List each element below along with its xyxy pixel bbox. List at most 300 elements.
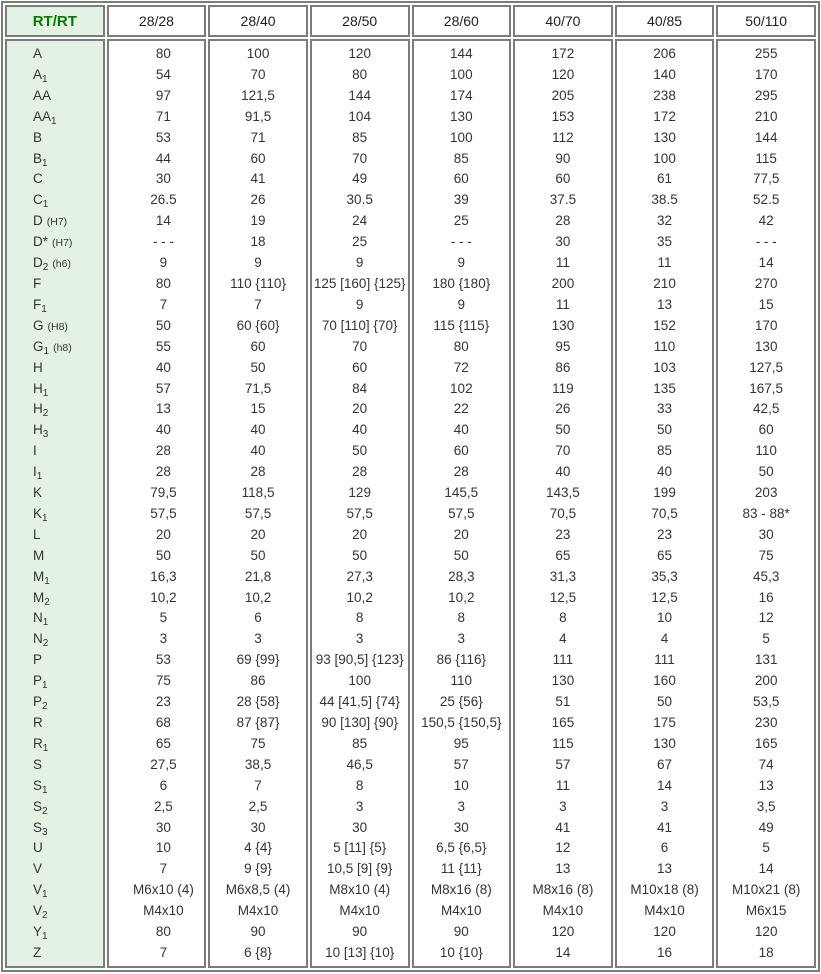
- cell-value: 11: [555, 777, 570, 793]
- row-label-subscript: 2: [42, 638, 49, 650]
- cell-value: 13: [155, 401, 171, 417]
- cell-value: 65: [555, 547, 571, 563]
- cell-value: 53,5: [753, 694, 780, 710]
- cell-value: 20: [250, 526, 266, 542]
- cell-value: 12: [758, 610, 774, 626]
- cell-value: 20: [352, 526, 368, 542]
- cell-value: 120: [551, 924, 575, 940]
- cell-value: 60: [352, 359, 368, 375]
- row-label: $A_1$: [33, 66, 48, 85]
- cell-value: 30: [155, 819, 171, 835]
- cell-value: 57,5: [346, 505, 373, 521]
- row-label: $H_1$: [33, 380, 49, 399]
- cell-value: 53: [155, 652, 171, 668]
- cell-value: 91,5: [244, 108, 272, 124]
- row-label: $R_1$: [33, 735, 49, 754]
- cell-value: 11 {11}: [440, 861, 482, 877]
- cell-value: 40: [250, 422, 266, 438]
- column-header-40-85: 40/85: [615, 5, 715, 37]
- cell-value: 52.5: [753, 192, 780, 208]
- row-label: $M_2$: [33, 589, 50, 608]
- row-label: $G_1$ (h8): [33, 338, 72, 357]
- body-row: [5, 39, 816, 968]
- row-label: $C_1$: [33, 192, 49, 211]
- cell-value: 60: [250, 150, 266, 166]
- cell-value: 86 {116}: [436, 652, 486, 668]
- cell-value: 200: [754, 673, 778, 689]
- cell-value: 5: [762, 840, 770, 856]
- cell-value: 71,5: [244, 380, 272, 396]
- cell-value: 80: [453, 338, 469, 354]
- cell-value: 30: [352, 819, 368, 835]
- row-label-subscript: 1: [36, 471, 43, 483]
- cell-value: 170: [754, 317, 778, 333]
- row-label-subscript: 3: [42, 429, 49, 441]
- cell-value: 2,5: [154, 798, 173, 814]
- cell-value: 112: [552, 129, 574, 145]
- column-header-50-110: 50/110: [716, 5, 816, 37]
- cell-value: 38,5: [244, 756, 272, 772]
- cell-value: 28,3: [448, 568, 475, 584]
- row-label: $M_1$: [33, 568, 50, 587]
- cell-value: 9 {9}: [244, 861, 272, 877]
- row-label-subscript: 3: [42, 826, 48, 838]
- row-label-subscript: 1: [42, 742, 49, 754]
- cell-value: 10: [453, 777, 469, 793]
- row-label-subscript: 1: [41, 303, 47, 315]
- cell-value: 28: [155, 443, 171, 459]
- cell-value: 8: [559, 610, 567, 626]
- cell-value: 6: [254, 610, 262, 626]
- cell-value: 80: [352, 66, 368, 82]
- cell-value: M6x8,5 (4): [225, 882, 291, 898]
- cell-value: 9: [159, 255, 168, 271]
- cell-value: 165: [754, 735, 778, 751]
- row-label-subscript: 1: [43, 345, 50, 357]
- cell-value: 40: [155, 422, 171, 438]
- cell-value: 143,5: [546, 485, 580, 501]
- cell-value: 165: [551, 715, 575, 730]
- row-label: $D_2$ (h6): [33, 255, 71, 274]
- column-header-40-70: 40/70: [513, 5, 613, 37]
- cell-value: 20: [155, 526, 171, 542]
- cell-value: 70: [352, 150, 368, 166]
- row-label: I: [33, 443, 37, 459]
- row-label-subscript: 1: [42, 680, 48, 692]
- cell-value: 75: [155, 673, 171, 689]
- cell-value: 111: [552, 652, 574, 668]
- cell-value: 135: [653, 380, 676, 396]
- cell-value: 110: [450, 673, 473, 689]
- cell-value: 44 [41,5] {74}: [319, 694, 400, 710]
- cell-value: 10 {10}: [439, 944, 483, 960]
- cell-value: - - -: [450, 234, 472, 250]
- cell-value: 10,2: [150, 589, 177, 605]
- cell-value: 130: [450, 108, 473, 124]
- cell-value: 71: [250, 129, 266, 145]
- cell-value: 102: [450, 380, 473, 396]
- cell-value: 119: [552, 380, 574, 396]
- cell-value: 83 - 88*: [742, 505, 790, 521]
- cell-value: 30: [758, 526, 774, 542]
- cell-value: 28: [453, 464, 469, 480]
- cell-value: 72: [453, 359, 469, 375]
- cell-value: M8x16 (8): [430, 882, 492, 898]
- row-label-subscript: 1: [42, 73, 48, 85]
- header-row: [5, 5, 816, 37]
- row-label: L: [33, 526, 41, 542]
- cell-value: 9: [254, 255, 262, 271]
- row-label: F: [33, 275, 42, 291]
- cell-value: 85: [352, 129, 368, 145]
- cell-value: 110: [755, 443, 777, 459]
- cell-value: 115 {115}: [433, 317, 490, 333]
- cell-value: 50: [250, 547, 266, 563]
- cell-value: 14: [657, 777, 673, 793]
- cell-value: 210: [754, 108, 778, 124]
- cell-value: 40: [657, 464, 673, 480]
- row-label: $N_2$: [33, 631, 49, 650]
- cell-value: 129: [348, 485, 371, 501]
- cell-value: 40: [555, 464, 571, 480]
- row-label-tolerance-note: (H7): [46, 216, 68, 229]
- cell-value: 175: [653, 715, 676, 730]
- cell-value: 90: [250, 924, 266, 940]
- cell-value: 9: [355, 296, 364, 312]
- cell-value: M4x10: [644, 903, 685, 919]
- cell-value: 130: [653, 735, 676, 751]
- row-label-subscript: 1: [42, 931, 48, 943]
- cell-value: 70: [352, 338, 368, 354]
- cell-value: 170: [754, 66, 778, 82]
- cell-value: 26: [250, 192, 266, 208]
- cell-value: 130: [551, 673, 575, 689]
- cell-value: 13: [657, 296, 673, 312]
- row-label: $I_1$: [33, 464, 43, 483]
- cell-value: 7: [159, 296, 168, 312]
- row-label: $Y_1$: [33, 924, 48, 943]
- cell-value: 57,5: [244, 505, 272, 521]
- cell-value: 77,5: [753, 171, 780, 187]
- cell-value: 15: [758, 296, 774, 312]
- cell-value: 24: [352, 213, 368, 229]
- cell-value: 54: [155, 66, 171, 82]
- cell-value: 16: [657, 944, 673, 960]
- cell-value: 270: [754, 275, 778, 291]
- cell-value: 11: [657, 255, 672, 271]
- row-label: $H_2$: [33, 401, 49, 420]
- cell-value: 127,5: [749, 359, 784, 375]
- cell-value: 74: [758, 756, 774, 772]
- cell-value: 5: [762, 631, 770, 647]
- cell-value: 3: [254, 631, 262, 647]
- cell-value: 50: [250, 359, 266, 375]
- row-label-subscript: 1: [42, 889, 48, 901]
- cell-value: 90: [352, 924, 368, 940]
- cell-value: 18: [250, 234, 266, 250]
- cell-value: 14: [758, 861, 774, 877]
- cell-value: 115: [552, 735, 574, 751]
- cell-value: 144: [348, 87, 371, 103]
- cell-value: 26: [555, 401, 571, 417]
- cell-value: 26.5: [150, 192, 177, 208]
- cell-value: 85: [352, 735, 368, 751]
- cell-value: 167,5: [749, 380, 784, 396]
- cell-value: - - -: [152, 234, 174, 250]
- cell-value: 295: [754, 87, 778, 103]
- row-label: M: [33, 547, 45, 563]
- cell-value: 7: [254, 777, 262, 793]
- cell-value: 140: [653, 66, 676, 82]
- cell-value: 85: [453, 150, 469, 166]
- cell-value: 32: [657, 213, 673, 229]
- cell-value: 144: [754, 129, 778, 145]
- cell-value: 60 {60}: [236, 317, 280, 333]
- cell-value: 67: [657, 756, 673, 772]
- cell-value: 200: [551, 275, 575, 291]
- cell-value: 68: [155, 715, 171, 730]
- row-label: $S_2$: [33, 798, 48, 817]
- cell-value: 28: [155, 464, 171, 480]
- cell-value: 95: [453, 735, 469, 751]
- cell-value: 8: [355, 610, 364, 626]
- cell-value: 61: [657, 171, 673, 187]
- cell-value: 60: [555, 171, 571, 187]
- cell-value: 174: [450, 87, 473, 103]
- cell-value: 28: [250, 464, 266, 480]
- cell-value: 172: [653, 108, 676, 124]
- cell-value: 150,5 {150,5}: [421, 715, 502, 730]
- row-label: U: [33, 840, 43, 856]
- cell-value: 3: [457, 798, 466, 814]
- cell-value: 85: [657, 443, 673, 459]
- cell-value: 10,5 [9] {9}: [327, 861, 393, 877]
- cell-value: 90: [453, 924, 469, 940]
- cell-value: 35: [657, 234, 673, 250]
- cell-value: 86: [555, 359, 571, 375]
- cell-value: 41: [657, 819, 673, 835]
- cell-value: 20: [453, 526, 469, 542]
- cell-value: 100: [348, 673, 371, 689]
- cell-value: 210: [653, 275, 676, 291]
- cell-value: 50: [155, 317, 171, 333]
- row-label: $K_1$: [33, 505, 48, 524]
- cell-value: 40: [453, 422, 469, 438]
- cell-value: 41: [555, 819, 571, 835]
- cell-value: 70,5: [549, 505, 577, 521]
- cell-value: 100: [246, 46, 270, 61]
- cell-value: 33: [657, 401, 673, 417]
- cell-value: M4x10: [237, 903, 279, 919]
- row-label-subscript: 2: [42, 701, 48, 713]
- row-label-tolerance-note: (h6): [52, 258, 71, 271]
- row-label-subscript: 1: [42, 157, 48, 169]
- cell-value: 57,5: [448, 505, 475, 521]
- cell-value: 238: [653, 87, 676, 103]
- data-column-28-40: [208, 39, 308, 968]
- cell-value: M10x18 (8): [630, 882, 699, 898]
- cell-value: 9: [457, 296, 466, 312]
- cell-value: 10,2: [244, 589, 272, 605]
- cell-value: 38.5: [651, 192, 678, 208]
- cell-value: 23: [555, 526, 571, 542]
- cell-value: 10 [13] {10}: [325, 944, 395, 960]
- cell-value: 205: [551, 87, 575, 103]
- cell-value: 69 {99}: [236, 652, 280, 668]
- cell-value: 22: [453, 401, 469, 417]
- cell-value: 152: [653, 317, 676, 333]
- cell-value: 45,3: [753, 568, 780, 584]
- cell-value: 14: [555, 944, 571, 960]
- row-label: R: [33, 715, 43, 730]
- cell-value: 97: [155, 87, 171, 103]
- cell-value: 21,8: [244, 568, 272, 584]
- cell-value: 14: [758, 255, 774, 271]
- row-label-subscript: 1: [42, 617, 49, 629]
- cell-value: 16: [758, 589, 774, 605]
- cell-value: 50: [453, 547, 469, 563]
- cell-value: 8: [457, 610, 466, 626]
- cell-value: 25: [352, 234, 368, 250]
- cell-value: 42: [758, 213, 774, 229]
- dimensions-table: [1, 1, 820, 972]
- corner-header: RT/RT: [5, 5, 105, 37]
- cell-value: 111: [654, 652, 675, 668]
- row-label-subscript: 1: [42, 199, 49, 211]
- row-label: $AA_1$: [33, 108, 57, 127]
- column-header-28-40: 28/40: [208, 5, 308, 37]
- cell-value: 57: [555, 756, 571, 772]
- cell-value: 4 {4}: [244, 840, 272, 856]
- cell-value: 44: [155, 150, 171, 166]
- cell-value: 50: [657, 694, 673, 710]
- row-label: $S_1$: [33, 777, 48, 796]
- cell-value: 79,5: [150, 485, 177, 501]
- cell-value: 60: [453, 443, 469, 459]
- data-column-40-85: [615, 39, 715, 968]
- cell-value: 131: [754, 652, 778, 668]
- row-label: A: [33, 46, 43, 61]
- cell-value: 14: [155, 213, 171, 229]
- column-header-28-28: 28/28: [107, 5, 207, 37]
- cell-value: 4: [559, 631, 567, 647]
- cell-value: 50: [555, 422, 571, 438]
- column-header-28-60: 28/60: [412, 5, 512, 37]
- cell-value: 5 [11] {5}: [333, 840, 387, 856]
- cell-value: 130: [754, 338, 778, 354]
- cell-value: 30: [155, 171, 171, 187]
- data-column-40-70: [513, 39, 613, 968]
- cell-value: 60: [250, 338, 266, 354]
- row-label-subscript: 2: [44, 596, 50, 608]
- cell-value: 3: [457, 631, 466, 647]
- cell-value: 5: [159, 610, 168, 626]
- cell-value: 3: [159, 631, 168, 647]
- cell-value: 130: [653, 129, 676, 145]
- cell-value: 255: [754, 46, 778, 61]
- cell-value: 30: [453, 819, 469, 835]
- cell-value: 20: [352, 401, 368, 417]
- row-label: D* (H7): [33, 234, 73, 250]
- cell-value: 71: [155, 108, 171, 124]
- cell-value: 70,5: [651, 505, 678, 521]
- row-label: H: [33, 359, 43, 375]
- row-label: $N_1$: [33, 610, 49, 629]
- cell-value: 23: [155, 694, 171, 710]
- cell-value: M8x16 (8): [532, 882, 594, 898]
- cell-value: M6x15: [745, 903, 787, 919]
- cell-value: 40: [250, 443, 266, 459]
- cell-value: 6 {8}: [244, 944, 272, 960]
- cell-value: 53: [155, 129, 171, 145]
- cell-value: 145,5: [444, 485, 479, 501]
- cell-value: 3: [355, 631, 364, 647]
- cell-value: 50: [758, 464, 774, 480]
- row-label: $V_1$: [33, 882, 48, 901]
- cell-value: 57,5: [150, 505, 177, 521]
- row-label: AA: [33, 87, 52, 103]
- cell-value: 110 {110}: [230, 275, 286, 291]
- cell-value: 9: [355, 255, 364, 271]
- cell-value: 70: [250, 66, 266, 82]
- row-label-subscript: 1: [42, 512, 48, 524]
- row-label: D (H7): [33, 213, 68, 229]
- cell-value: 86: [250, 673, 266, 689]
- column-header-28-50: 28/50: [310, 5, 410, 37]
- cell-value: 103: [653, 359, 676, 375]
- cell-value: M10x21 (8): [732, 882, 801, 898]
- cell-value: 199: [653, 485, 676, 501]
- cell-value: 180 {180}: [432, 275, 491, 291]
- cell-value: 10: [155, 840, 171, 856]
- cell-value: 57: [155, 380, 171, 396]
- cell-value: 203: [754, 485, 778, 501]
- data-column-28-60: [412, 39, 512, 968]
- cell-value: 25 {56}: [439, 694, 483, 710]
- row-label: Z: [33, 944, 42, 960]
- cell-value: 46,5: [346, 756, 373, 772]
- cell-value: 13: [758, 777, 774, 793]
- row-label-tolerance-note: (H8): [47, 320, 68, 333]
- cell-value: 50: [352, 547, 368, 563]
- cell-value: 13: [657, 861, 673, 877]
- cell-value: 18: [758, 944, 774, 960]
- cell-value: 120: [653, 924, 676, 940]
- cell-value: - - -: [755, 234, 777, 250]
- cell-value: 104: [348, 108, 371, 124]
- cell-value: 75: [250, 735, 266, 751]
- row-label: V: [33, 861, 43, 877]
- cell-value: 10: [657, 610, 673, 626]
- cell-value: 80: [155, 275, 171, 291]
- cell-value: 13: [555, 861, 571, 877]
- cell-value: 40: [155, 359, 171, 375]
- cell-value: 12,5: [549, 589, 577, 605]
- cell-value: 160: [653, 673, 676, 689]
- cell-value: 10,2: [346, 589, 373, 605]
- cell-value: 16,3: [150, 568, 177, 584]
- cell-value: 12,5: [651, 589, 678, 605]
- cell-value: 121,5: [241, 87, 275, 103]
- cell-value: 3: [660, 798, 669, 814]
- row-label: $S_3$: [33, 819, 48, 838]
- cell-value: 100: [653, 150, 676, 166]
- cell-value: 230: [754, 715, 778, 730]
- cell-value: 15: [250, 401, 266, 417]
- cell-value: 60: [453, 171, 469, 187]
- cell-value: 75: [758, 547, 774, 563]
- row-label-subscript: 2: [42, 805, 48, 817]
